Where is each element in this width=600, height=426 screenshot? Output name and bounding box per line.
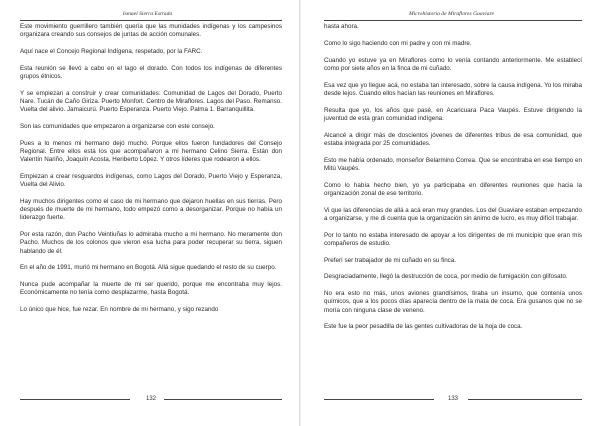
right-page [300,0,600,426]
paragraph: Como lo había hecho bien, yo ya participaba en diferentes reuniones que hacia la organización zonal de ese territorio. [324,181,582,197]
paragraph: Aquí nace el Concejo Regional Indígena, respetado, por la FARC. [20,48,203,55]
paragraph: Desgraciadamente, llegó la destrucción de coca, por medio de fumigación con glifosato. [324,273,568,281]
right-page-body [324,23,582,340]
paragraph: Vi que las diferencias de allá a acá eran muy grandes. Los del Guaviare estaban empezando a organizarse, y me di cuenta que la organización sin ánimo de lucro, es muy difícil trabajar. [324,206,582,222]
paragraph: Esta reunión se llevó a cabo en el lago el dorado. Con todos los indígenas de diferentes grupos étnicos. [20,64,282,80]
paragraph: Preferí ser trabajador de mi cuñado en su finca. [324,256,457,264]
paragraph: Esto me había ordenado, monseñor Belarmino Correa. Que se encontraba en ese tiempo en Mitú Vaupés. [324,156,582,172]
left-page-body [20,23,282,323]
paragraph: Nunca pude acompañar la muerte de mi ser querido, porque me encontraba muy lejos. Económicamente no tenía como desplazarme, hasta Bogotá. [20,281,282,297]
paragraph: Y se empiezan a construir y crear comunidades: Comunidad de Lagos del Dorado, Puerto Nare. Tucán de Caño Giriza. Puerto Monfort. Centro de Miraflores. Lagos del Paso. Remanso. Vuelta del alivio. Jamaicurú. Puerto Esperanza. Puerto Viejo. Palma 1. Barranquillita. [20,89,282,114]
paragraph: No era esto no más, unos aviones grandísimos, tiraba un insumo, que contenía unos químicos, que a los pocos días aparecía dentro de la mata de coca. Era gusanos que no se moría con ninguna clase de veneno. [324,290,582,314]
paragraph: Son las comunidades que empezaron a organizarse con este consejo. [20,123,215,130]
paragraph: hasta ahora. [324,23,359,30]
paragraph: Hay muchos dirigentes como el caso de mi hermano que dejaron huellas en sus tierras. Pero después de muerte de mi hermano, todo empezó como a desorganizar. Porque no había un liderazgo fuerte. [20,198,282,222]
header-rule [20,20,282,21]
paragraph: Empiezan a crear resguardos indígenas, como Lagos del Dorado, Puerto Viejo y Esperanza, Vuelta del Alivio. [20,173,282,189]
paragraph: En el año de 1991, murió mi hermano en Bogotá. Allá sigue quedando el resto de su cuerpo. [20,264,277,272]
paragraph: Pues a lo menos mi hermano dejó mucho. Porque ellos fueron fundadores del Consejo Regional. Entre ellos está los que acompañaron a mi hermano Celino Sierra. Están don Valentín Nariño, Joaquín Acosta, Heriberto López. Y otros líderes que rodearon a ellos. [20,139,282,164]
paragraph: Como lo sigo haciendo con mi padre y con mi madre. [324,39,472,47]
running-header-author: Ismael Sierra Estrada [122,11,173,17]
paragraph: Este fue la peor pesadilla de las gentes cultivadoras de la hoja de coca. [324,323,523,331]
paragraph: Este movimiento guerrillero también quería que las munidades indígenas y los campesinos organizara creando sus consejos de juntas de acción comunales. [20,23,282,39]
paragraph: Alcancé a dirigir más de doscientos jóvenes de diferentes tribus de esa comunidad, que estaba integrada por 25 comunidades. [324,131,582,147]
paragraph: Por lo tanto no estaba interesado de apoyar a los dirigentes de mi municipio que eran mis compañeros de estudio. [324,231,582,247]
paragraph: Esa vez que yo llegue acá, no estaba tan interesado, sobre la causa indígena. Yo los miraba desde lejos. Cuando ellos hacían las reuniones en Miraflores. [324,81,582,97]
header-rule [324,20,582,21]
paragraph: Cuando yo estuve ya en Miraflores como lo venía contando anteriormente. Me establecí como por siete años en la finca de mi cuñado. [324,56,582,72]
page-number: 133 [447,396,458,402]
footer-rule-right [468,399,582,400]
footer-rule-right [164,399,282,400]
paragraph: Por esta razón, don Pacho Veintiuñas lo admiraba mucho a mi hermano. No meramente don Pacho. Muchos de los colonos que vieron esa lucha para poder recuperar su tierra, siguen hablando de él. [20,231,282,255]
paragraph: Resulta que yo, los años que pasé, en Acaricuara Paca Vaupés. Estuve dirigiendo la juventud de esta gran comunidad indígena. [324,106,582,122]
page-number: 132 [145,396,156,402]
running-header-title: Microhistoria de Miraflores Guaviare [409,11,494,17]
paragraph: Lo único que hice, fue rezar. En nombre de mi hermano, y sigo rezando [20,306,219,314]
